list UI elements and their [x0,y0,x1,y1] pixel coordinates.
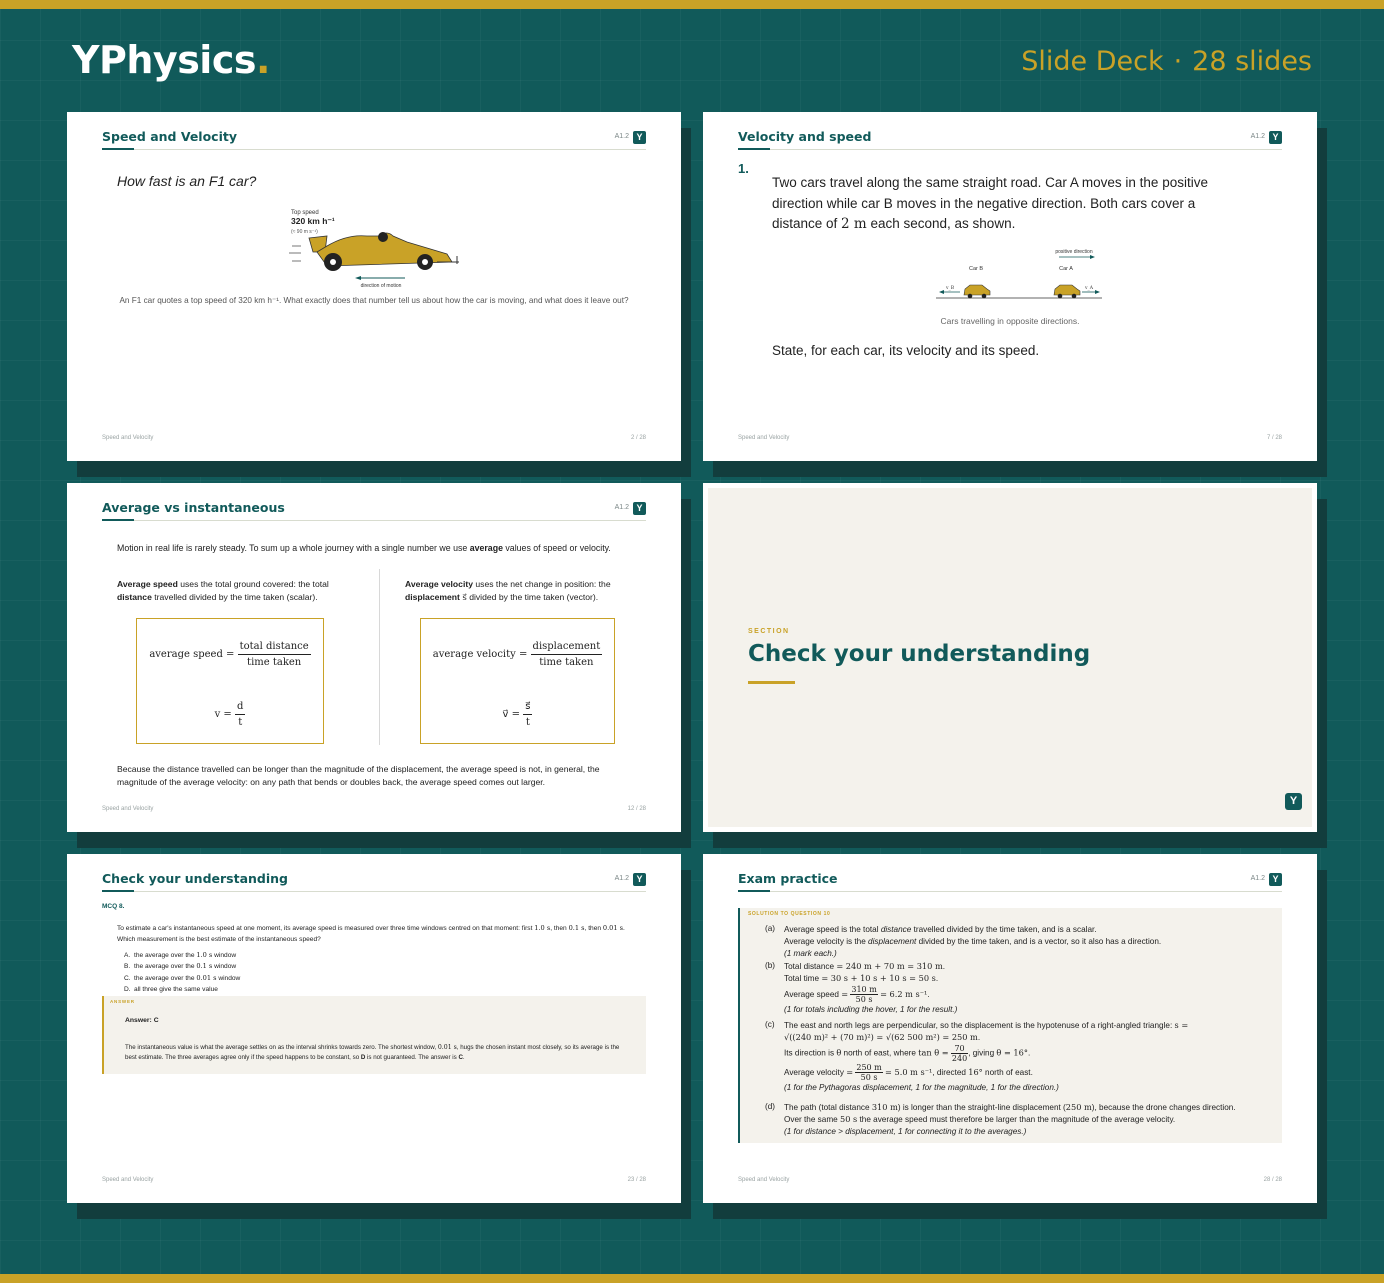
title-rule-accent [102,148,134,150]
slide-thumbnail-28[interactable] [703,854,1317,1203]
title-rule [102,891,646,892]
question-prompt: State, for each car, its velocity and its speed. [772,343,1040,358]
average-speed-column: Average speed uses the total ground covered: the total distance travelled divided by the time taken (scalar). [117,579,329,602]
deck-info: Slide Deck · 28 slides [1021,46,1312,77]
solution-box [738,908,1282,1143]
y-logo-icon: Y [633,502,646,515]
two-cars-figure [934,245,1104,305]
title-rule [102,149,646,150]
y-logo-icon: Y [633,131,646,144]
slide-thumbnail-2[interactable] [67,112,681,461]
figure-approx: (≈ 90 m s⁻¹) [291,229,318,235]
answer-explanation: The instantaneous value is what the average settles on as the interval shrinks towards zero. The shortest window, 0.01 s, hugs the chosen instant most closely, so its average is the best estimate. The three averages agree only if the speed happens to be constant, so D is not guaranteed. The answer is C. [125,1044,620,1061]
figure-top-label: Top speed [291,210,319,216]
question-text: Two cars travel along the same straight road. Car A moves in the positive direction while car B moves in the negative direction. Both cars cover a distance of 2 m each second, as shown. [772,175,1208,232]
slide-thumbnail-12[interactable] [67,483,681,832]
slide-title: Velocity and speed [738,129,872,144]
y-logo-icon: Y [1269,873,1282,886]
mcq-options [124,950,240,995]
slide-code: A1.2 [1250,875,1265,882]
mcq-label: MCQ 8. [102,903,125,910]
solution-part-d: The path (total distance 310 m) is longer than the straight-line displacement (250 m), because the drone changes direction. Over the same 50 s the average speed must therefore be larger than the magnitude of the average velocity. (1 for distance > displacement, 1 for connecting it to the averages.) [784,1102,1236,1136]
f1-car-figure [287,206,467,291]
mcq-option[interactable]: A. the average over the 1.0 s window [124,951,237,959]
slide-code: A1.2 [614,133,629,140]
slide-title: Average vs instantaneous [102,500,285,515]
outro-text: Because the distance travelled can be longer than the magnitude of the displacement, the average speed is not, in general, the magnitude of the average velocity: on any path that bends or doubles back, the average speed comes out larger. [117,764,600,787]
part-label: (b) [765,961,776,970]
title-rule [738,891,1282,892]
slide-page-number: 23 / 28 [627,1177,646,1183]
figure-direction-label: direction of motion [360,283,402,289]
slide-title: Check your understanding [102,871,288,886]
mcq-option[interactable]: B. the average over the 0.1 s window [124,962,237,971]
section-underline [748,681,795,684]
velocity-formula-box: average velocity = $\frac{\text{displacement}}{\text{time taken}}$ v⃗ = $\frac{s⃗}{t}$ [420,618,615,744]
slide-caption: An F1 car quotes a top speed of 320 km h⁻¹. What exactly does that number tell us about how the car is moving, and what does it leave out? [119,296,629,305]
section-panel [708,488,1312,827]
intro-text: Motion in real life is rarely steady. To sum up a whole journey with a single number we use average values of speed or velocity. [117,543,611,553]
slide-code: A1.2 [614,504,629,511]
section-label: SECTION [748,628,790,635]
bottom-accent-bar [0,1274,1384,1283]
mcq-option[interactable]: D. all three give the same value [124,985,218,993]
solution-part-a: Average speed is the total distance travelled divided by the time taken, and is a scalar. Average velocity is the displacement divided by the time taken, and is a vector, so it also has a direction. (1 mark each.) [784,925,1162,958]
slide-page-number: 12 / 28 [627,806,646,812]
slide-thumbnail-23[interactable] [67,854,681,1203]
answer-label: ANSWER [110,999,135,1004]
mcq-option[interactable]: C. the average over the 0.01 s window [124,973,241,982]
slide-footer: Speed and Velocity [102,1177,154,1183]
average-velocity-column: Average velocity uses the net change in position: the displacement s⃗ divided by the time taken (vector). [405,579,611,603]
speed-formula-box: average speed = $\frac{\text{total distance}}{\text{time taken}}$ v = $\frac{d}{t}$ [136,618,324,744]
slide-page-number: 28 / 28 [1263,1177,1282,1183]
figure-speed: 320 km h⁻¹ [291,216,335,226]
y-logo-icon: Y [633,873,646,886]
title-rule-accent [102,519,134,521]
slide-thumbnail-7[interactable] [703,112,1317,461]
slide-code: A1.2 [614,875,629,882]
title-rule [738,149,1282,150]
figure-caption: Cars travelling in opposite directions. [940,316,1080,326]
slide-title: Speed and Velocity [102,129,237,144]
slide-code: A1.2 [1250,133,1265,140]
section-title: Check your understanding [748,641,1091,667]
slide-page-number: 7 / 28 [1266,435,1282,441]
slide-question: How fast is an F1 car? [117,173,257,189]
part-label: (d) [765,1102,776,1111]
part-label: (a) [765,924,776,933]
part-label: (c) [765,1020,775,1029]
car-a-label: Car A [1059,266,1073,272]
title-rule [102,520,646,521]
slide-footer: Speed and Velocity [738,435,790,441]
title-rule-accent [102,890,134,892]
title-rule-accent [738,148,770,150]
positive-direction-label: positive direction [1055,249,1093,255]
title-rule-accent [738,890,770,892]
brand-logo: YPhysics. [72,38,270,82]
question-number: 1. [738,161,749,176]
solution-label: SOLUTION TO QUESTION 10 [748,911,831,917]
solution-part-c: The east and north legs are perpendicular, so the displacement is the hypotenuse of a right-angled triangle: s = √((240 m)² + (70 m)²) = √(62 500 m²) = 250 m. Its direction is θ north of east, where tan θ = $\frac{70}{240}$ , giving θ = 16°. Average velocity = $\frac{250 m}{50 s}$ = 5.0 m s⁻¹, directed 16° north of east. (1 for the Pythagoras displacement, 1 for the magnitude, 1 for the direction.) [784,1020,1189,1092]
y-logo-icon: Y [1269,131,1282,144]
slide-footer: Speed and Velocity [102,806,154,812]
slide-footer: Speed and Velocity [102,435,154,441]
slide-title: Exam practice [738,871,838,886]
column-divider [379,569,380,745]
mcq-question: To estimate a car's instantaneous speed at one moment, its average speed is measured over three time windows centred on that moment: first 1.0 s, then 0.1 s, then 0.01 s. Which measurement is the best estimate of the instantaneous speed? [117,924,625,943]
y-logo-icon: Y [1285,793,1302,810]
slide-page-number: 2 / 28 [630,435,646,441]
top-accent-bar [0,0,1384,9]
slide-thumbnail-section[interactable] [703,483,1317,832]
velocity-b-label: v_B [945,286,955,291]
velocity-a-label: v_A [1084,286,1094,291]
answer-box [102,996,646,1074]
answer-text: Answer: C [125,1017,159,1024]
car-b-label: Car B [968,266,984,272]
slide-footer: Speed and Velocity [738,1177,790,1183]
solution-part-b: Total distance = 240 m + 70 m = 310 m. Total time = 30 s + 10 s + 10 s = 50 s. Average speed = $\frac{310 m}{50 s}$ = 6.2 m s⁻¹. (1 for totals including the hover, 1 for the result.) [784,961,958,1014]
